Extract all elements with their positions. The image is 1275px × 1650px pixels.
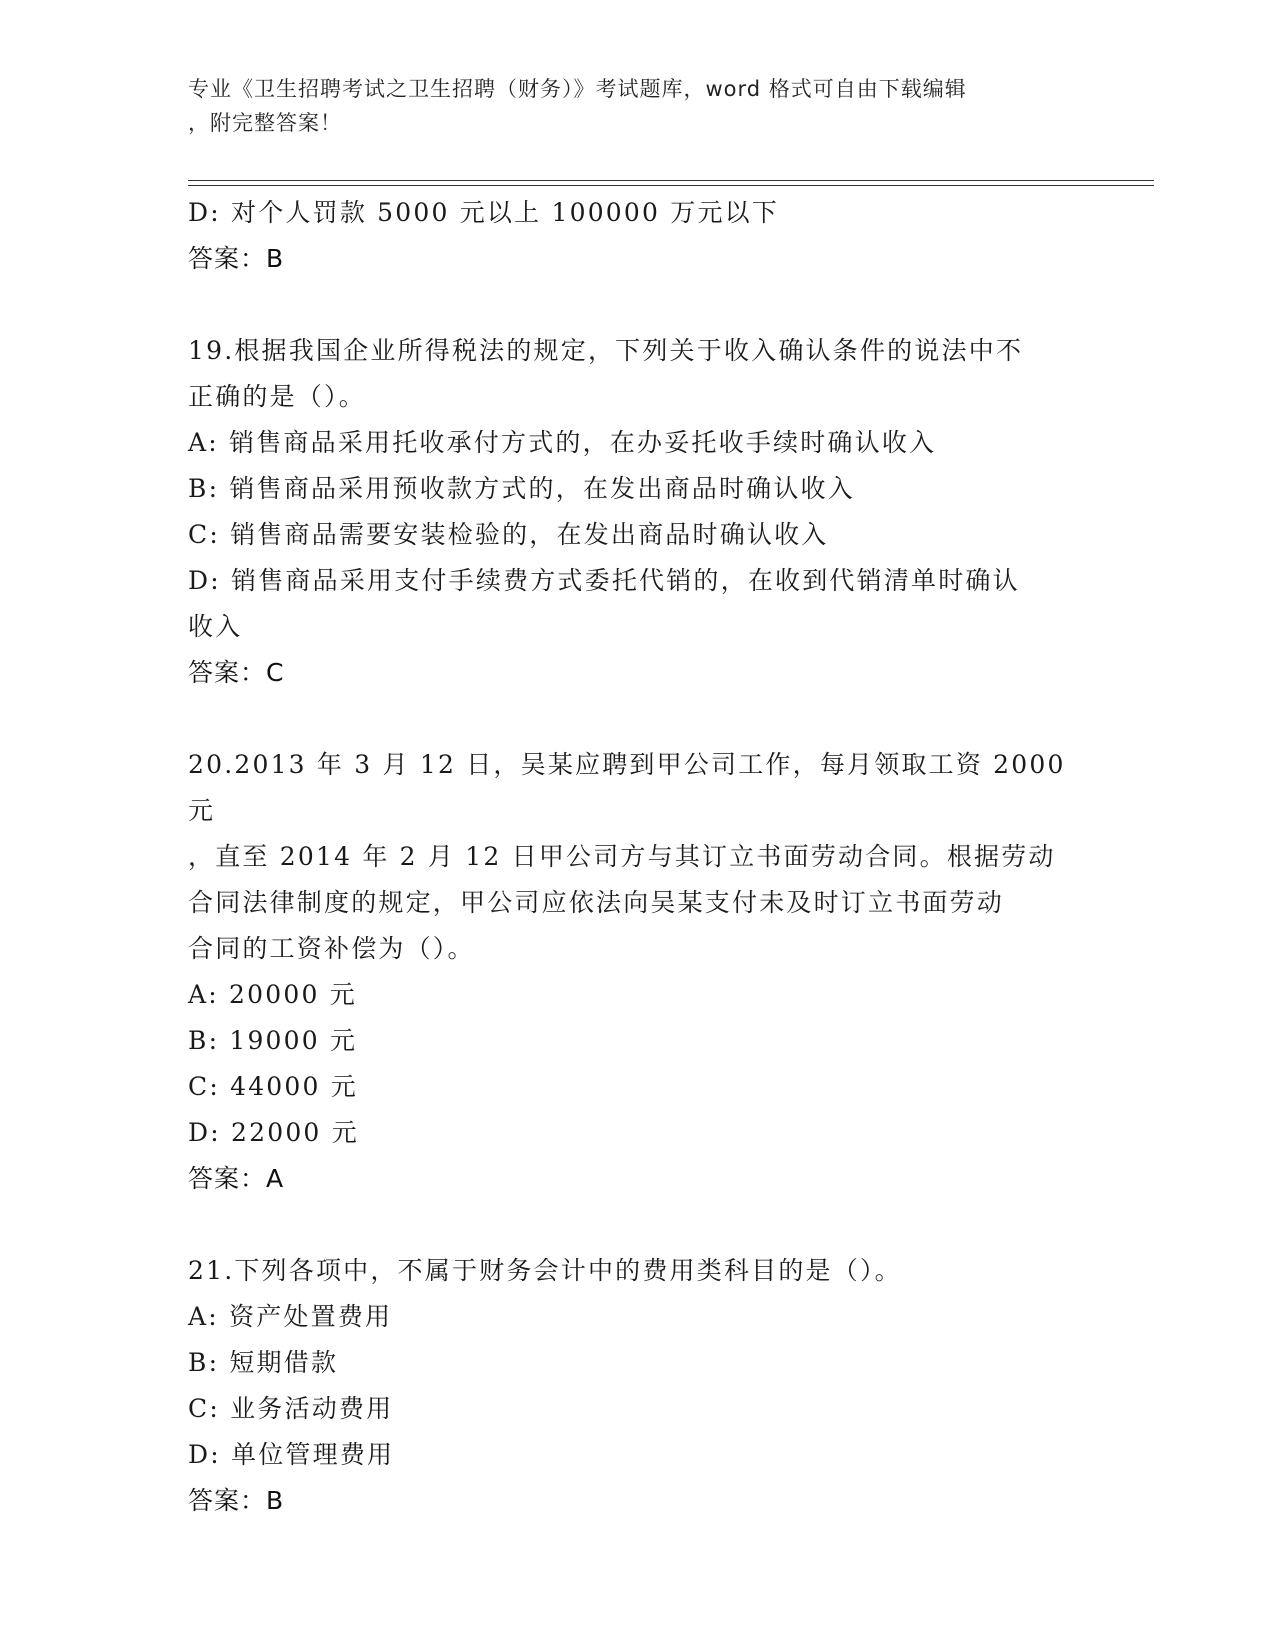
answer: 答案：A: [188, 1164, 285, 1193]
spacer: [188, 1202, 1078, 1248]
option-d: D: 对个人罚款 5000 元以上 100000 万元以下: [188, 198, 780, 227]
header-divider-top: [188, 180, 1154, 181]
option-d-continued: 收入: [188, 612, 243, 641]
question-20: [188, 742, 1078, 1202]
question-stem: ，直至 2014 年 2 月 12 日甲公司方与其订立书面劳动合同。根据劳动: [188, 842, 1056, 871]
question-stem: 20.2013 年 3 月 12 日，吴某应聘到甲公司工作，每月领取工资 2000 元: [188, 750, 1076, 825]
option-b: B: 19000 元: [188, 1026, 358, 1055]
question-stem: 合同的工资补偿为（）。: [188, 934, 475, 963]
document-body: [188, 190, 1078, 1524]
answer: 答案：C: [188, 658, 285, 687]
question-18-tail: [188, 190, 1078, 282]
option-a: A: 资产处置费用: [188, 1302, 393, 1331]
question-stem: 19.根据我国企业所得税法的规定，下列关于收入确认条件的说法中不: [188, 336, 1024, 365]
spacer: [188, 696, 1078, 742]
question-stem: 21.下列各项中，不属于财务会计中的费用类科目的是（）。: [188, 1256, 902, 1285]
option-b: B: 短期借款: [188, 1348, 339, 1377]
header-line-1: 专业《卫生招聘考试之卫生招聘（财务）》考试题库，word 格式可自由下载编辑: [188, 77, 967, 101]
option-d: D: 销售商品采用支付手续费方式委托代销的，在收到代销清单时确认: [188, 566, 1020, 595]
option-d: D: 22000 元: [188, 1118, 359, 1147]
option-c: C: 业务活动费用: [188, 1394, 394, 1423]
question-stem: 正确的是（）。: [188, 382, 366, 411]
answer: 答案：B: [188, 1486, 285, 1515]
header-line-2: ，附完整答案！: [188, 111, 342, 135]
question-21: [188, 1248, 1078, 1524]
page-header: [188, 72, 1068, 140]
question-stem: 合同法律制度的规定，甲公司应依法向吴某支付未及时订立书面劳动: [188, 888, 1005, 917]
header-divider-bottom: [188, 185, 1154, 186]
option-a: A: 20000 元: [188, 980, 357, 1009]
option-c: C: 44000 元: [188, 1072, 358, 1101]
question-19: [188, 328, 1078, 696]
answer: 答案：B: [188, 244, 285, 273]
option-c: C: 销售商品需要安装检验的，在发出商品时确认收入: [188, 520, 829, 549]
spacer: [188, 282, 1078, 328]
option-a: A: 销售商品采用托收承付方式的，在办妥托收手续时确认收入: [188, 428, 937, 457]
option-b: B: 销售商品采用预收款方式的，在发出商品时确认收入: [188, 474, 855, 503]
option-d: D: 单位管理费用: [188, 1440, 395, 1469]
